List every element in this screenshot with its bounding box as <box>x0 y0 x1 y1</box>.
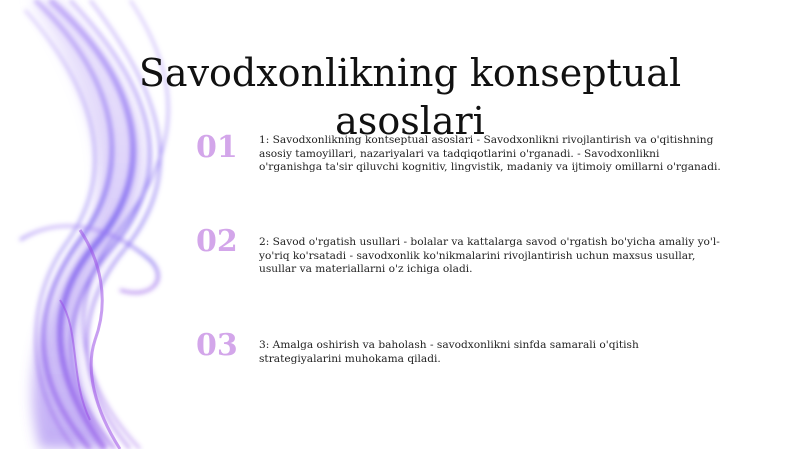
item-number: 02 <box>196 224 238 259</box>
item-text: 1: Savodxonlikning kontseptual asoslari - Savodxonlikni rivojlantirish va o'qitishning asosiy tamoyillari, nazariyalari va tadqiqotlarini o'rganadi. - Savodxonlikni o'rganishga ta'sir qiluvchi kognitiv, lingvistik, madaniy va ijtimoiy omillarni o'rganadi. <box>259 134 721 173</box>
item-number: 01 <box>196 130 238 165</box>
item-text: 2: Savod o'rgatish usullari - bolalar va kattalarga savod o'rgatish bo'yicha amaliy yo'l-yo'riq ko'rsatadi - savodxonlik ko'nikmalarini rivojlantirish uchun maxsus usullar, usullar va materiallarni o'z ichiga oladi. <box>259 236 720 275</box>
item-number: 03 <box>196 328 238 363</box>
item-text: 3: Amalga oshirish va baholash - savodxonlikni sinfda samarali o'qitish strategiyalarini muhokama qiladi. <box>259 339 639 365</box>
slide-title: Savodxonlikning konseptual asoslari <box>138 51 682 144</box>
